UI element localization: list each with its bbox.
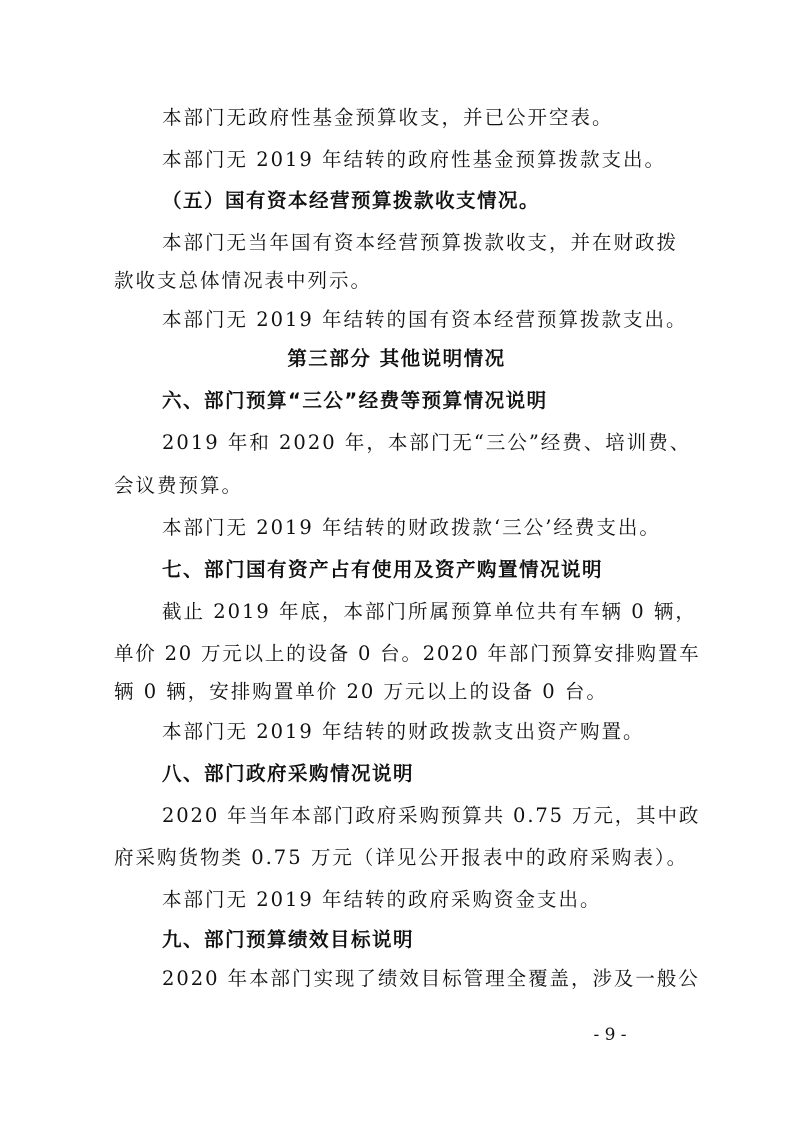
section-heading: （五）国有资本经营预算拨款收支情况。 bbox=[162, 189, 541, 212]
paragraph-line: 辆 0 辆，安排购置单价 20 万元以上的设备 0 台。 bbox=[114, 680, 608, 703]
paragraph-line: 府采购货物类 0.75 万元（详见公开报表中的政府采购表）。 bbox=[114, 846, 689, 869]
paragraph-line: 会议费预算。 bbox=[114, 474, 244, 497]
paragraph-line: 本部门无政府性基金预算收支，并已公开空表。 bbox=[162, 106, 614, 129]
paragraph-line: 截止 2019 年底，本部门所属预算单位共有车辆 0 辆， bbox=[162, 600, 697, 623]
paragraph-line: 本部门无 2019 年结转的政府采购资金支出。 bbox=[162, 888, 602, 911]
paragraph-line: 本部门无 2019 年结转的财政拨款‘三公’经费支出。 bbox=[162, 516, 661, 539]
paragraph-line: 2020 年本部门实现了绩效目标管理全覆盖，涉及一般公 bbox=[162, 967, 700, 990]
paragraph-line: 本部门无当年国有资本经营预算拨款收支，并在财政拨 bbox=[162, 231, 679, 254]
paragraph-line: 本部门无 2019 年结转的国有资本经营预算拨款支出。 bbox=[162, 308, 688, 331]
paragraph-line: 本部门无 2019 年结转的财政拨款支出资产购置。 bbox=[162, 720, 645, 743]
section-heading: 八、部门政府采购情况说明 bbox=[162, 762, 415, 785]
section-heading: 六、部门预算“三公”经费等预算情况说明 bbox=[162, 389, 548, 412]
page-number: - 9 - bbox=[593, 1025, 627, 1045]
paragraph-line: 单价 20 万元以上的设备 0 台。2020 年部门预算安排购置车 bbox=[114, 642, 701, 665]
paragraph-line: 款收支总体情况表中列示。 bbox=[114, 269, 373, 292]
part-title: 第三部分 其他说明情况 bbox=[287, 347, 506, 370]
paragraph-line: 2019 年和 2020 年，本部门无“三公”经费、培训费、 bbox=[162, 431, 692, 454]
paragraph-line: 本部门无 2019 年结转的政府性基金预算拨款支出。 bbox=[162, 148, 667, 171]
paragraph-line: 2020 年当年本部门政府采购预算共 0.75 万元，其中政 bbox=[162, 804, 701, 827]
section-heading: 九、部门预算绩效目标说明 bbox=[162, 928, 415, 951]
section-heading: 七、部门国有资产占有使用及资产购置情况说明 bbox=[162, 558, 604, 581]
